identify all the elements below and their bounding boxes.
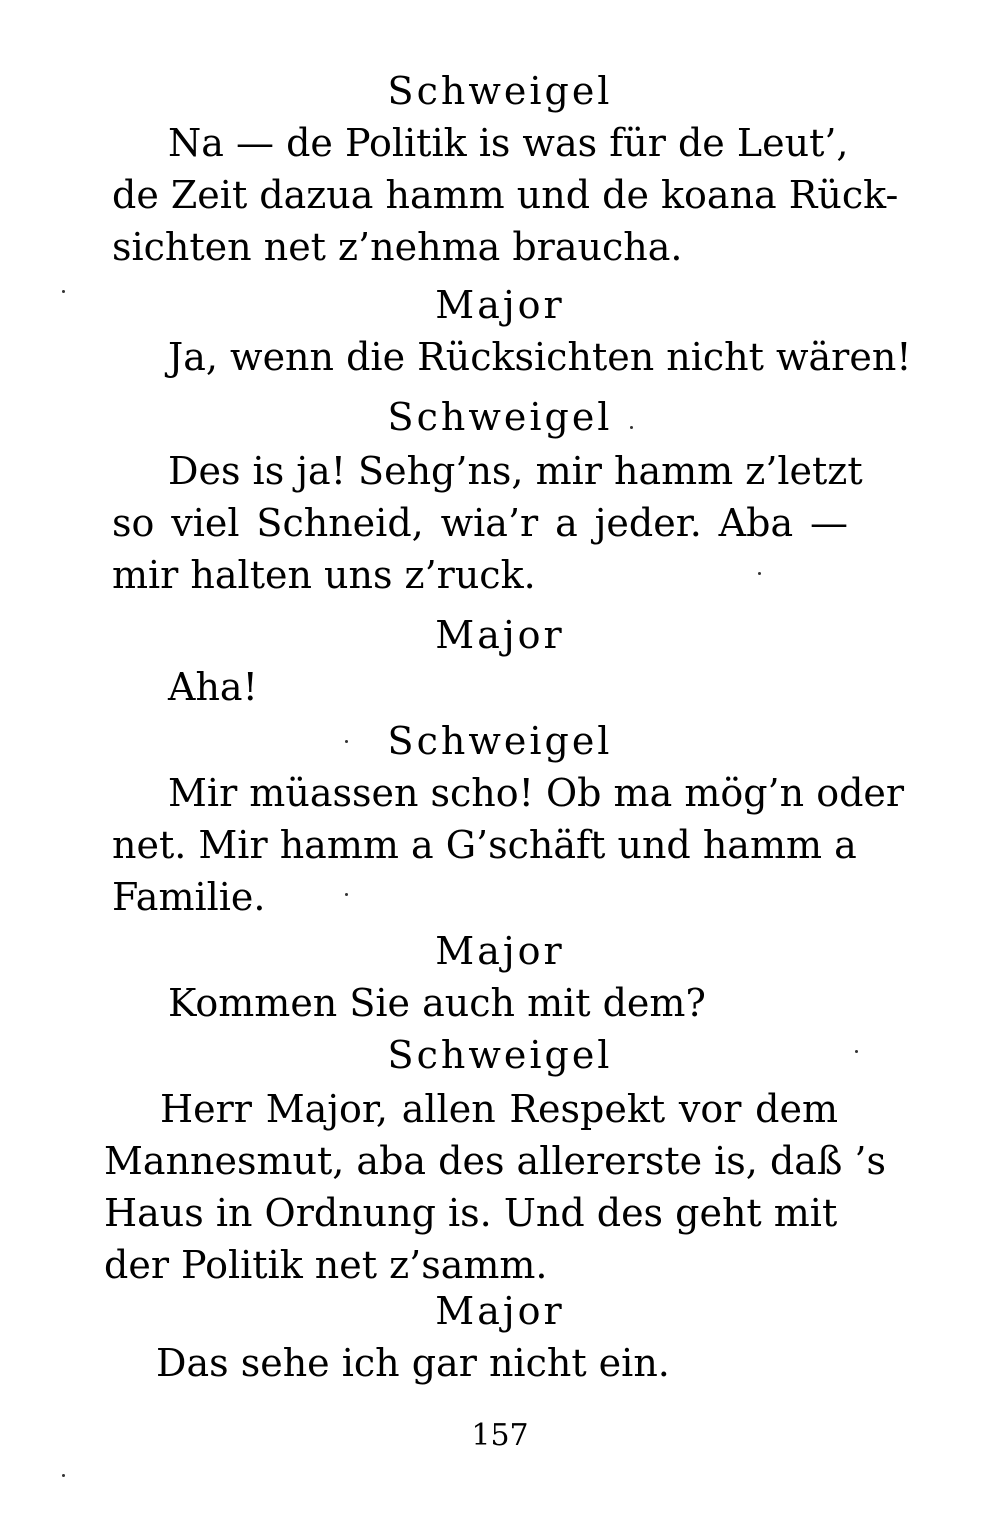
dialogue-line: Familie.	[112, 875, 266, 919]
dialogue-line: sichten net z’nehma braucha.	[112, 225, 683, 269]
speaker-name: Schweigel	[387, 69, 613, 113]
scan-speck	[630, 426, 633, 429]
dialogue-line: de Zeit dazua hamm und de koana Rück-	[112, 173, 899, 217]
dialogue-line: Herr Major, allen Respekt vor dem	[160, 1087, 838, 1131]
dialogue-line: Aha!	[168, 665, 258, 709]
dialogue-line: Das sehe ich gar nicht ein.	[156, 1341, 670, 1385]
dialogue-line: Mannesmut, aba des allererste is, daß ’s	[104, 1139, 886, 1183]
speaker-name: Schweigel	[387, 1033, 613, 1077]
speaker-name: Schweigel	[387, 395, 613, 439]
dialogue-line: Na — de Politik is was für de Leut’,	[168, 121, 849, 165]
speaker-name: Major	[435, 613, 565, 657]
dialogue-line: net. Mir hamm a G’schäft und hamm a	[112, 823, 857, 867]
dialogue-line: Haus in Ordnung is. Und des geht mit	[104, 1191, 838, 1235]
scan-speck	[62, 1474, 65, 1477]
scan-speck	[758, 572, 761, 575]
dialogue-line: Mir müassen scho! Ob ma mög’n oder	[168, 771, 905, 815]
scan-speck	[345, 893, 348, 896]
dialogue-line: so viel Schneid, wia’r a jeder. Aba —	[112, 501, 848, 545]
scan-speck	[855, 1050, 858, 1053]
speaker-name: Major	[435, 929, 565, 973]
speaker-name: Schweigel	[387, 719, 613, 763]
dialogue-line: Des is ja! Sehg’ns, mir hamm z’letzt	[168, 449, 863, 493]
scan-speck	[345, 740, 348, 743]
scan-speck	[62, 290, 65, 293]
page-number: 157	[471, 1418, 529, 1453]
dialogue-line: Kommen Sie auch mit dem?	[168, 981, 706, 1025]
speaker-name: Major	[435, 1289, 565, 1333]
dialogue-line: Ja, wenn die Rücksichten nicht wären!	[168, 335, 912, 379]
dialogue-line: der Politik net z’samm.	[104, 1243, 548, 1287]
speaker-name: Major	[435, 283, 565, 327]
dialogue-line: mir halten uns z’ruck.	[112, 553, 536, 597]
